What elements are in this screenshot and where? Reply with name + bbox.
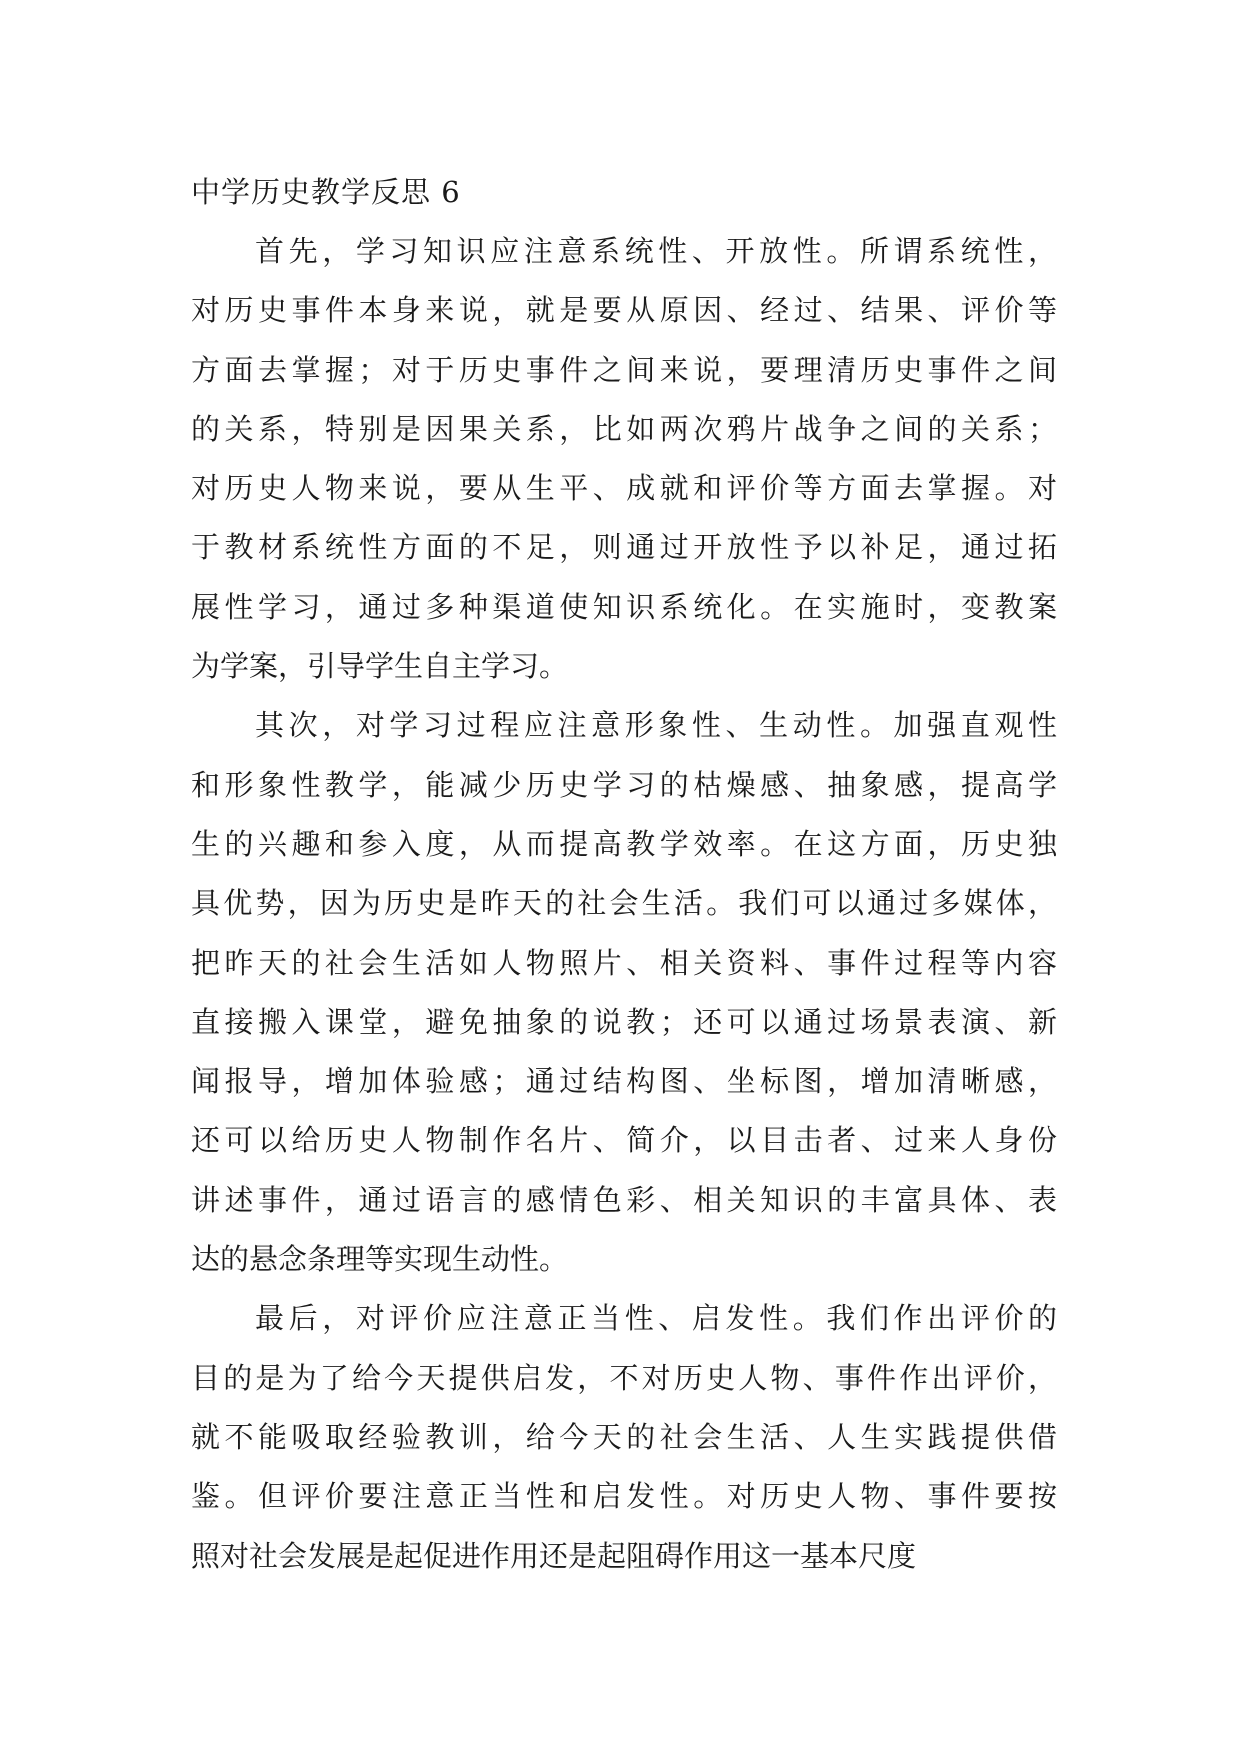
- document-body: [191, 162, 1057, 1586]
- text-line: 把昨天的社会生活如人物照片、相关资料、事件过程等内容: [191, 945, 1057, 980]
- text-line: 讲述事件，通过语言的感情色彩、相关知识的丰富具体、表: [191, 1182, 1057, 1217]
- text-line: 闻报导，增加体验感；通过结构图、坐标图，增加清晰感，: [191, 1064, 1057, 1099]
- text-line: 就不能吸取经验教训，给今天的社会生活、人生实践提供借: [191, 1419, 1057, 1454]
- text-line: 还可以给历史人物制作名片、简介，以目击者、过来人身份: [191, 1123, 1057, 1158]
- text-line: 和形象性教学，能减少历史学习的枯燥感、抽象感，提高学: [191, 767, 1057, 802]
- text-line: 鉴。但评价要注意正当性和启发性。对历史人物、事件要按: [191, 1479, 1057, 1514]
- text-line: 对历史事件本身来说，就是要从原因、经过、结果、评价等: [191, 293, 1057, 328]
- text-line: 为学案，引导学生自主学习。: [191, 649, 569, 684]
- text-line: 最后，对评价应注意正当性、启发性。我们作出评价的: [255, 1301, 1057, 1336]
- text-line: 目的是为了给今天提供启发，不对历史人物、事件作出评价，: [191, 1360, 1057, 1395]
- paragraph-3: [191, 1289, 1057, 1585]
- document-title: 中学历史教学反思 6: [191, 175, 461, 209]
- text-line: 的关系，特别是因果关系，比如两次鸦片战争之间的关系；: [191, 411, 1057, 446]
- text-line: 于教材系统性方面的不足，则通过开放性予以补足，通过拓: [191, 530, 1057, 565]
- text-line: 展性学习，通过多种渠道使知识系统化。在实施时，变教案: [191, 589, 1057, 624]
- text-line: 对历史人物来说，要从生平、成就和评价等方面去掌握。对: [191, 471, 1057, 506]
- text-line: 照对社会发展是起促进作用还是起阻碍作用这一基本尺度: [191, 1538, 917, 1573]
- text-line: 首先，学习知识应注意系统性、开放性。所谓系统性，: [255, 234, 1057, 268]
- paragraph-1: [191, 222, 1057, 696]
- text-line: 直接搬入课堂，避免抽象的说教；还可以通过场景表演、新: [191, 1004, 1057, 1039]
- text-line: 其次，对学习过程应注意形象性、生动性。加强直观性: [255, 708, 1057, 743]
- text-line: 具优势，因为历史是昨天的社会生活。我们可以通过多媒体，: [191, 886, 1057, 921]
- text-line: 方面去掌握；对于历史事件之间来说，要理清历史事件之间: [191, 352, 1057, 387]
- text-line: 生的兴趣和参入度，从而提高教学效率。在这方面，历史独: [191, 826, 1057, 861]
- paragraph-2: [191, 696, 1057, 1289]
- text-line: 达的悬念条理等实现生动性。: [191, 1242, 569, 1277]
